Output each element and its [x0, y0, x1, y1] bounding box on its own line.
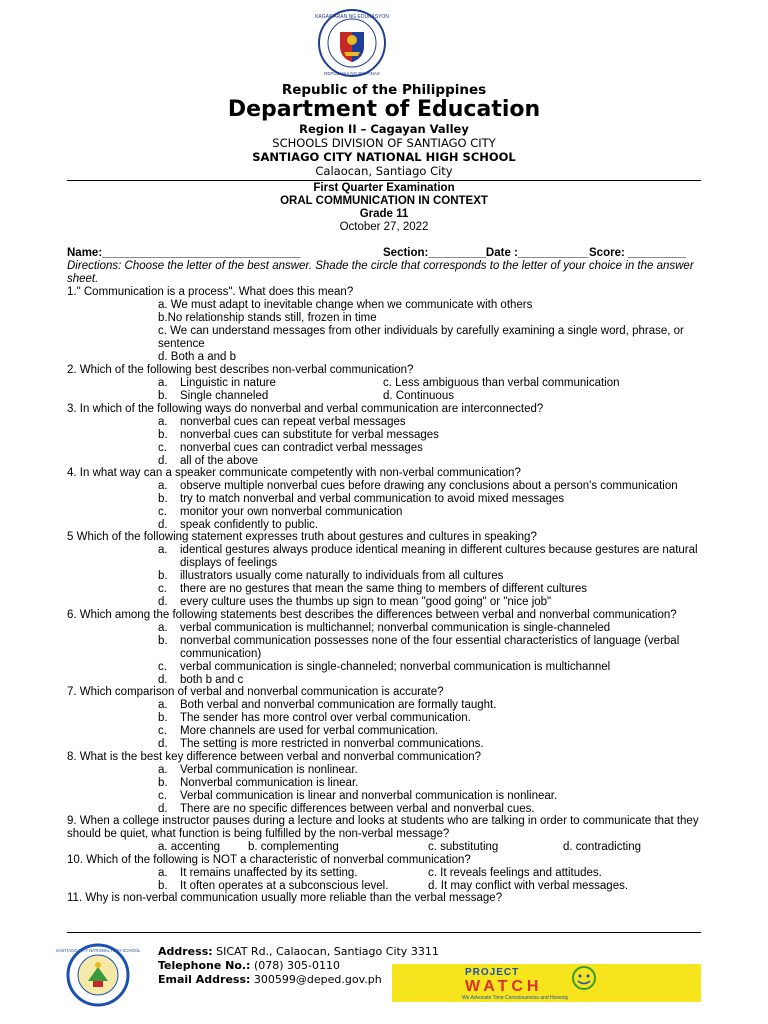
- q5-option-b: illustrators usually come naturally to individuals from all cultures: [180, 570, 504, 582]
- watch-word-watch: WATCH: [465, 978, 543, 995]
- footer-divider: [67, 932, 701, 933]
- footer-phone: [158, 959, 340, 972]
- q8-option-a: Verbal communication is nonlinear.: [180, 764, 358, 776]
- school-heading: SANTIAGO CITY NATIONAL HIGH SCHOOL: [252, 150, 516, 164]
- q7-option-b: The sender has more control over verbal communication.: [180, 712, 471, 724]
- q3-option-b: nonverbal cues can substitute for verbal messages: [180, 429, 439, 441]
- q1-option-c-cont: sentence: [158, 338, 205, 350]
- question-8: 8. What is the best key difference between verbal and nonverbal communication?: [67, 751, 482, 763]
- q7-option-d: The setting is more restricted in nonverbal communications.: [180, 738, 484, 750]
- project-watch-icon: [392, 964, 701, 1002]
- section-date-field[interactable]: Section:_________Date :___________: [383, 247, 589, 259]
- q3-option-b-letter: b.: [158, 429, 168, 441]
- q8-option-d: There are no specific differences between verbal and nonverbal cues.: [180, 803, 535, 815]
- watch-word-project: PROJECT: [465, 967, 520, 978]
- q4-option-b-letter: b.: [158, 493, 168, 505]
- q1-option-d: d. Both a and b: [158, 351, 237, 363]
- q6-option-a-letter: a.: [158, 622, 168, 634]
- q7-option-c: More channels are used for verbal communication.: [180, 725, 439, 737]
- q4-option-d: speak confidently to public.: [180, 519, 319, 531]
- q9-option-a: a. accenting: [158, 841, 221, 853]
- q2-option-b: Single channeled: [180, 390, 269, 402]
- question-9: 9. When a college instructor pauses during a lecture and looks at students who are talking in order to communicate that they: [67, 815, 699, 827]
- email-label: Email Address:: [158, 973, 251, 986]
- q10-option-b-letter: b.: [158, 880, 168, 892]
- q1-option-c: c. We can understand messages from other individuals by carefully examining a single word, phrase, or: [158, 325, 684, 337]
- exam-grade: Grade 11: [359, 208, 409, 220]
- q5-option-b-letter: b.: [158, 570, 168, 582]
- project-watch-logo: [392, 964, 701, 1002]
- q1-option-a: a. We must adapt to inevitable change when we communicate with others: [158, 299, 533, 311]
- q7-option-a: Both verbal and nonverbal communication are formally taught.: [180, 699, 497, 711]
- svg-text:KAGAWARAN NG EDUKASYON: KAGAWARAN NG EDUKASYON: [315, 14, 389, 20]
- q4-option-a: observe multiple nonverbal cues before drawing any conclusions about a person's communication: [180, 480, 678, 492]
- email-value: 300599@deped.gov.ph: [250, 973, 382, 986]
- q9-option-b: b. complementing: [248, 841, 339, 853]
- q10-option-a: It remains unaffected by its setting.: [180, 867, 358, 879]
- q5-option-c: there are no gestures that mean the same thing to members of different cultures: [180, 583, 587, 595]
- q8-option-c: Verbal communication is linear and nonverbal communication is nonlinear.: [180, 790, 558, 802]
- q10-option-c: c. It reveals feelings and attitudes.: [428, 867, 602, 879]
- q8-option-b-letter: b.: [158, 777, 168, 789]
- q4-option-b: try to match nonverbal and verbal communication to avoid mixed messages: [180, 493, 565, 505]
- q3-option-a: nonverbal cues can repeat verbal messages: [180, 416, 406, 428]
- republic-heading: Republic of the Philippines: [281, 82, 487, 98]
- phone-label: Telephone No.:: [158, 959, 251, 972]
- q4-option-c: monitor your own nonverbal communication: [180, 506, 403, 518]
- q9-option-d: d. contradicting: [563, 841, 641, 853]
- footer-address: [158, 945, 439, 958]
- name-field[interactable]: Name:_______________________________: [67, 247, 301, 259]
- q5-option-a-letter: a.: [158, 544, 168, 556]
- region-heading: Region II – Cagayan Valley: [299, 122, 469, 136]
- q6-option-c: verbal communication is single-channeled; nonverbal communication is multichannel: [180, 661, 611, 673]
- q2-option-a-letter: a.: [158, 377, 168, 389]
- question-5: 5 Which of the following statement expresses truth about gestures and cultures in speaking?: [67, 531, 537, 543]
- location-heading: Calaocan, Santiago City: [315, 164, 453, 178]
- watch-tagline: We Advocate Time Consciousness and Honesty: [462, 995, 569, 1001]
- q6-option-a: verbal communication is multichannel; nonverbal communication is single-channeled: [180, 622, 611, 634]
- question-11: 11. Why is non-verbal communication usually more reliable than the verbal message?: [67, 892, 503, 904]
- q2-option-a: Linguistic in nature: [180, 377, 276, 389]
- q10-option-b: It often operates at a subconscious level.: [180, 880, 389, 892]
- department-heading: Department of Education: [227, 97, 541, 122]
- q7-option-a-letter: a.: [158, 699, 168, 711]
- question-7: 7. Which comparison of verbal and nonverbal communication is accurate?: [67, 686, 444, 698]
- question-10: 10. Which of the following is NOT a characteristic of nonverbal communication?: [67, 854, 471, 866]
- q8-option-d-letter: d.: [158, 803, 168, 815]
- q4-option-d-letter: d.: [158, 519, 168, 531]
- address-label: Address:: [158, 945, 213, 958]
- division-heading: SCHOOLS DIVISION OF SANTIAGO CITY: [272, 136, 496, 150]
- question-2: 2. Which of the following best describes non-verbal communication?: [67, 364, 414, 376]
- q5-option-c-letter: c.: [158, 583, 167, 595]
- footer-email: [158, 973, 382, 986]
- score-field[interactable]: Score: _________: [589, 247, 686, 259]
- directions-text-cont: sheet.: [67, 273, 99, 285]
- q3-option-d-letter: d.: [158, 455, 168, 467]
- school-logo-icon: [55, 943, 141, 1007]
- q2-option-c: c. Less ambiguous than verbal communication: [383, 377, 620, 389]
- q3-option-c-letter: c.: [158, 442, 167, 454]
- header-divider: [67, 180, 701, 181]
- directions-text: Directions: Choose the letter of the best answer. Shade the circle that corresponds to the letter of your choice in the answer: [67, 260, 694, 272]
- q5-option-a: identical gestures always produce identical meaning in different cultures because gestures are natural: [180, 544, 698, 556]
- q6-option-d-letter: d.: [158, 674, 168, 686]
- school-logo-ring-text: SANTIAGO CITY NATIONAL HIGH SCHOOL: [55, 948, 141, 953]
- deped-seal-icon: [315, 6, 389, 80]
- q4-option-a-letter: a.: [158, 480, 168, 492]
- q6-option-b: nonverbal communication possesses none of the four essential characteristics of language (verbal: [180, 635, 680, 647]
- svg-text:REPUBLIKA NG PILIPINAS: REPUBLIKA NG PILIPINAS: [324, 71, 380, 76]
- q3-option-c: nonverbal cues can contradict verbal messages: [180, 442, 423, 454]
- q8-option-b: Nonverbal communication is linear.: [180, 777, 359, 789]
- q2-option-d: d. Continuous: [383, 390, 454, 402]
- q5-option-d-letter: d.: [158, 596, 168, 608]
- q10-option-a-letter: a.: [158, 867, 168, 879]
- q8-option-c-letter: c.: [158, 790, 167, 802]
- q7-option-c-letter: c.: [158, 725, 167, 737]
- q9-option-c: c. substituting: [428, 841, 499, 853]
- q3-option-a-letter: a.: [158, 416, 168, 428]
- question-3: 3. In which of the following ways do nonverbal and verbal communication are interconnected?: [67, 403, 544, 415]
- q7-option-d-letter: d.: [158, 738, 168, 750]
- question-1: 1." Communication is a process". What does this mean?: [67, 286, 354, 298]
- question-4: 4. In what way can a speaker communicate competently with non-verbal communication?: [67, 467, 521, 479]
- q6-option-b-letter: b.: [158, 635, 168, 647]
- q8-option-a-letter: a.: [158, 764, 168, 776]
- q6-option-c-letter: c.: [158, 661, 167, 673]
- exam-title: First Quarter Examination: [313, 182, 455, 194]
- q5-option-a-cont: displays of feelings: [180, 557, 278, 569]
- exam-subject: ORAL COMMUNICATION IN CONTEXT: [280, 195, 488, 207]
- phone-value: (078) 305-0110: [250, 959, 340, 972]
- q5-option-d: every culture uses the thumbs up sign to mean "good going" or "nice job": [180, 596, 552, 608]
- question-6: 6. Which among the following statements best describes the differences between verbal and nonverbal communication?: [67, 609, 677, 621]
- q10-option-d: d. It may conflict with verbal messages.: [428, 880, 629, 892]
- q7-option-b-letter: b.: [158, 712, 168, 724]
- q2-option-b-letter: b.: [158, 390, 168, 402]
- address-value: SICAT Rd., Calaocan, Santiago City 3311: [212, 945, 439, 958]
- q6-option-d: both b and c: [180, 674, 244, 686]
- q1-option-b: b.No relationship stands still, frozen in time: [158, 312, 377, 324]
- q4-option-c-letter: c.: [158, 506, 167, 518]
- q6-option-b-cont: communication): [180, 648, 262, 660]
- exam-date: October 27, 2022: [339, 221, 429, 233]
- question-9-cont: should be quiet, what function is being fulfilled by the non-verbal message?: [67, 828, 450, 840]
- q3-option-d: all of the above: [180, 455, 259, 467]
